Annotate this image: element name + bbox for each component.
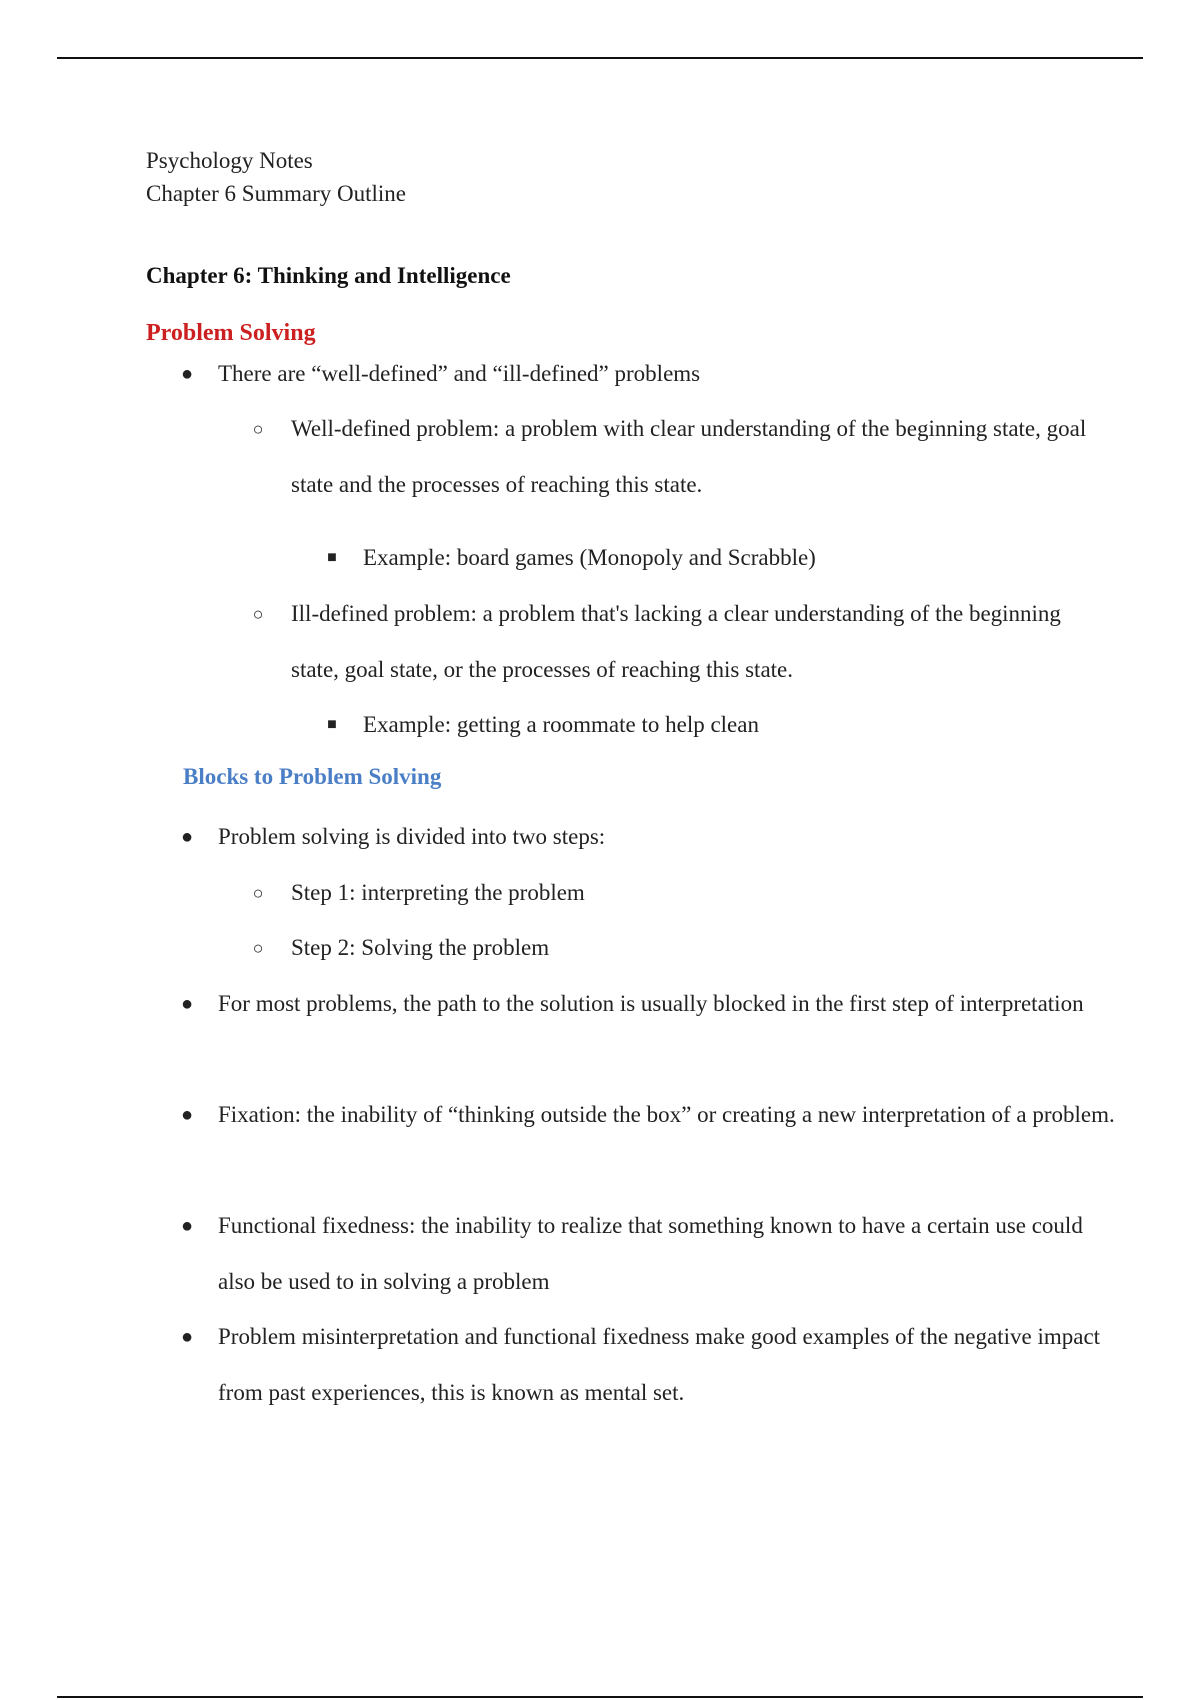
circle-marker: ○ [252,604,264,624]
list-item [180,809,1118,865]
header-outline-line: Chapter 6 Summary Outline [146,181,406,206]
list-item-text: For most problems, the path to the solution is usually blocked in the first step of interpretation [218,991,1084,1016]
circle-marker: ○ [252,883,264,903]
list-item [252,920,1111,976]
list-item-text: Well-defined problem: a problem with clear understanding of the beginning state, goal state and the processes of reaching this state. [291,416,1087,497]
list-item-text: Example: getting a roommate to help clean [363,712,759,737]
list-item [252,865,1111,921]
bullet-marker: ● [180,993,194,1015]
section-heading-problem-solving: Problem Solving [146,320,316,346]
list-item-text: There are “well-defined” and “ill-defined” problems [218,361,701,386]
circle-marker: ○ [252,938,264,958]
header-course-line: Psychology Notes [146,148,313,173]
list-item [252,586,1111,698]
bullet-marker: ● [180,1215,194,1237]
bottom-rule [57,1696,1143,1698]
top-rule [57,57,1143,59]
list-item-text: Problem solving is divided into two steps: [218,824,606,849]
bullet-marker: ● [180,1104,194,1126]
list-item [180,1309,1118,1421]
bullet-marker: ● [180,1326,194,1348]
chapter-title: Chapter 6: Thinking and Intelligence [146,263,511,288]
list-item [180,1198,1118,1310]
list-item-text: Functional fixedness: the inability to realize that something known to have a certain use could also be used to in solving a problem [218,1213,1083,1294]
circle-marker: ○ [252,419,264,439]
list-item [180,976,1118,1032]
list-item-text: Ill-defined problem: a problem that's lacking a clear understanding of the beginning state, goal state, or the processes of reaching this state. [291,601,1061,682]
list-item [252,401,1111,513]
square-marker: ■ [327,549,337,566]
bullet-marker: ● [180,826,194,848]
list-item [180,1087,1118,1143]
list-item [327,697,1103,753]
list-item-text: Example: board games (Monopoly and Scrabble) [363,545,816,570]
list-item-text: Step 1: interpreting the problem [291,880,585,905]
list-item-text: Step 2: Solving the problem [291,935,550,960]
list-item-text: Problem misinterpretation and functional fixedness make good examples of the negative impact from past experiences, this is known as mental set. [218,1324,1101,1405]
bullet-marker: ● [180,363,194,385]
document-header [146,144,406,210]
list-item-text: Fixation: the inability of “thinking outside the box” or creating a new interpretation of a problem. [218,1102,1115,1127]
sub-heading-blocks-to-problem-solving: Blocks to Problem Solving [183,764,442,789]
list-item [327,530,1103,586]
square-marker: ■ [327,716,337,733]
list-item [180,346,1118,402]
